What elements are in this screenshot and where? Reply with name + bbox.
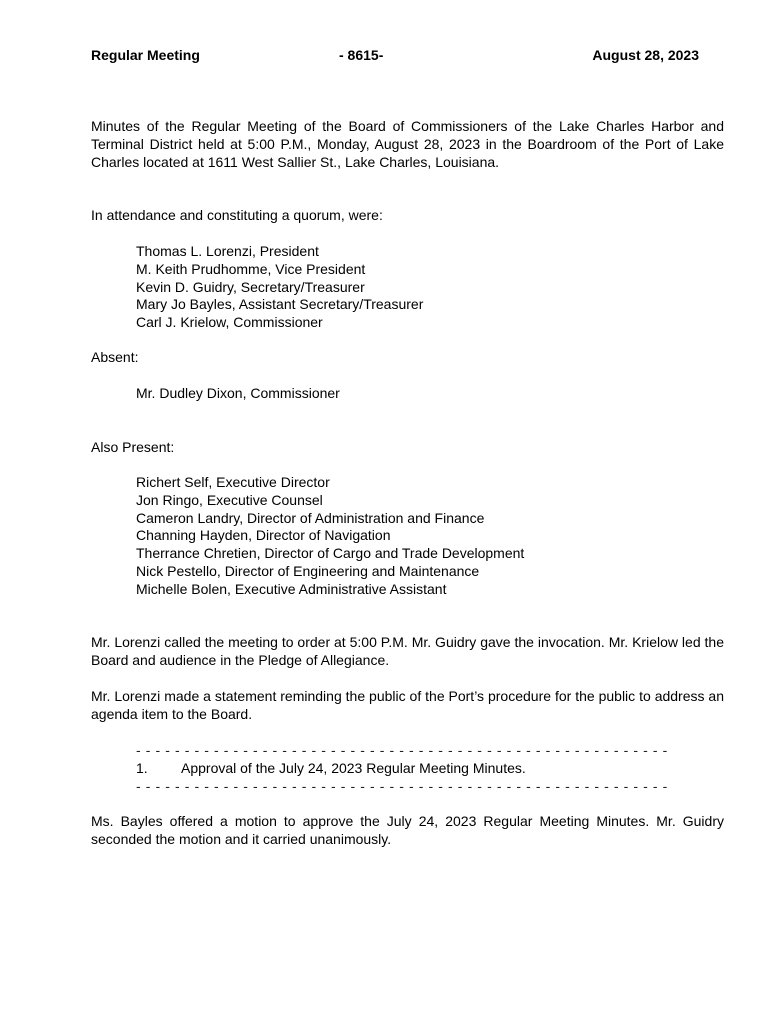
attendee: Mary Jo Bayles, Assistant Secretary/Treasurer bbox=[136, 296, 424, 313]
agenda-item-number: 1. bbox=[136, 760, 148, 776]
motion-paragraph: Ms. Bayles offered a motion to approve the July 24, 2023 Regular Meeting Minutes. Mr. Guidry seconded the motion and it carried unanimously. bbox=[91, 813, 724, 847]
staff-member: Channing Hayden, Director of Navigation bbox=[136, 527, 391, 544]
attendee: Thomas L. Lorenzi, President bbox=[136, 243, 319, 259]
absent-heading: Absent: bbox=[91, 349, 139, 365]
intro-paragraph: Minutes of the Regular Meeting of the Board of Commissioners of the Lake Charles Harbor and Terminal District held at 5:00 P.M., Monday, August 28, 2023 in the Boardroom of the Port of Lake Charles located at 1611 West Sallier St., Lake Charles, Louisiana. bbox=[91, 118, 724, 170]
statement-paragraph: Mr. Lorenzi made a statement reminding the public of the Port’s procedure for the public to address an agenda item to the Board. bbox=[91, 688, 724, 722]
staff-member: Jon Ringo, Executive Counsel bbox=[136, 491, 323, 508]
agenda-item bbox=[136, 760, 526, 778]
page-header bbox=[91, 47, 699, 65]
staff-member: Nick Pestello, Director of Engineering and Maintenance bbox=[136, 562, 480, 579]
absent-member: Mr. Dudley Dixon, Commissioner bbox=[136, 385, 340, 401]
attendee: M. Keith Prudhomme, Vice President bbox=[136, 260, 366, 277]
attendance-list bbox=[136, 243, 423, 332]
header-meeting-type: Regular Meeting bbox=[91, 47, 200, 63]
staff-member: Therrance Chretien, Director of Cargo and Trade Development bbox=[136, 545, 525, 562]
header-date: August 28, 2023 bbox=[592, 47, 699, 63]
separator-top: - - - - - - - - - - - - - - - - - - - - - - - - - - - - - - - - - - - - - - - - - - - - - - - - - - - - - - - bbox=[136, 742, 668, 758]
agenda-item-title: Approval of the July 24, 2023 Regular Meeting Minutes. bbox=[181, 760, 526, 776]
attendee: Carl J. Krielow, Commissioner bbox=[136, 314, 323, 331]
staff-member: Richert Self, Executive Director bbox=[136, 474, 330, 490]
call-to-order-paragraph: Mr. Lorenzi called the meeting to order at 5:00 P.M. Mr. Guidry gave the invocation. Mr. Krielow led the Board and audience in the Pledge of Allegiance. bbox=[91, 634, 724, 668]
attendance-heading: In attendance and constituting a quorum, were: bbox=[91, 207, 383, 223]
staff-member: Michelle Bolen, Executive Administrative Assistant bbox=[136, 580, 447, 597]
also-present-list bbox=[136, 474, 524, 599]
header-page-number: - 8615- bbox=[339, 47, 384, 63]
absent-list bbox=[136, 385, 340, 403]
attendee: Kevin D. Guidry, Secretary/Treasurer bbox=[136, 278, 365, 295]
staff-member: Cameron Landry, Director of Administration and Finance bbox=[136, 509, 485, 526]
separator-bottom: - - - - - - - - - - - - - - - - - - - - - - - - - - - - - - - - - - - - - - - - - - - - - - - - - - - - - - - bbox=[136, 778, 668, 794]
also-present-heading: Also Present: bbox=[91, 439, 175, 455]
